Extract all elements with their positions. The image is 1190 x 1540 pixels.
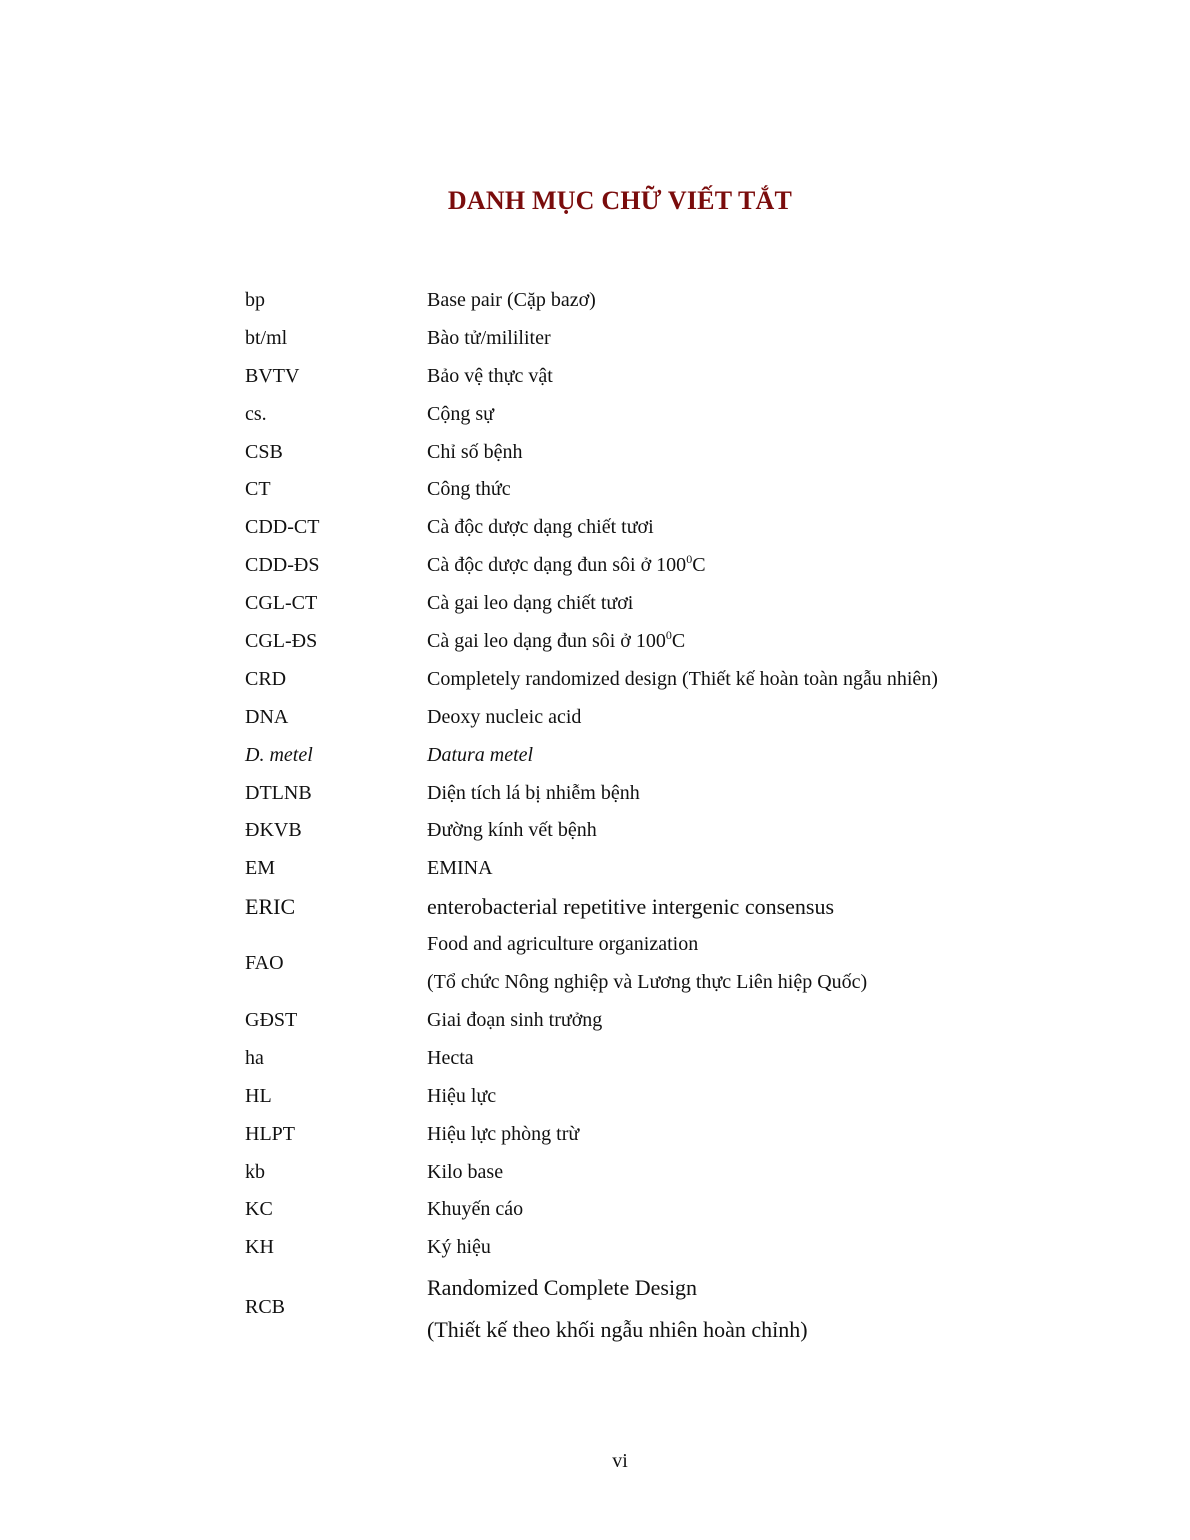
abbreviation-row [245, 1040, 1105, 1078]
abbreviation-row [245, 1116, 1105, 1154]
abbreviation-meaning: Đường kính vết bệnh [427, 819, 597, 842]
abbreviation-row [245, 320, 1105, 358]
abbreviation-row [245, 1154, 1105, 1192]
meaning-line: Randomized Complete Design [427, 1275, 698, 1301]
abbreviation: cs. [245, 402, 267, 425]
abbreviation-meaning: Bào tử/mililiter [427, 326, 551, 349]
abbreviation-meaning: Datura metel [427, 743, 534, 766]
abbreviation-meaning: Cộng sự [427, 402, 494, 425]
abbreviation-meaning [427, 1267, 808, 1351]
abbreviation: RCB [245, 1296, 286, 1319]
abbreviation-row [245, 1229, 1105, 1267]
abbreviation-row [245, 661, 1105, 699]
abbreviation-meaning: Diện tích lá bị nhiễm bệnh [427, 781, 640, 804]
abbreviation-row [245, 812, 1105, 850]
abbreviation: HLPT [245, 1122, 295, 1145]
abbreviation-row [245, 585, 1105, 623]
abbreviation: HL [245, 1084, 272, 1107]
abbreviation-meaning: Hiệu lực [427, 1084, 497, 1107]
abbreviation: CDD-CT [245, 516, 320, 539]
abbreviation: CGL-CT [245, 592, 318, 615]
abbreviation-meaning: Giai đoạn sinh trưởng [427, 1008, 603, 1031]
page-title: DANH MỤC CHỮ VIẾT TẮT [447, 186, 793, 215]
abbreviation-meaning: Kilo base [427, 1160, 504, 1183]
abbreviation: DNA [245, 705, 289, 728]
degree-superscript: 0 [686, 552, 693, 567]
meaning-line: (Thiết kế theo khối ngẫu nhiên hoàn chỉnh) [427, 1317, 808, 1343]
abbreviation-meaning [427, 623, 685, 663]
abbreviation-row [245, 775, 1105, 813]
abbreviation-meaning: Deoxy nucleic acid [427, 705, 582, 728]
abbreviation-row [245, 434, 1105, 472]
abbreviation: FAO [245, 952, 284, 975]
abbreviation-row [245, 358, 1105, 396]
abbreviation: KH [245, 1236, 274, 1259]
meaning-line: (Tổ chức Nông nghiệp và Lương thực Liên hiệp Quốc) [427, 971, 868, 994]
abbreviation-row [245, 471, 1105, 509]
abbreviation-row [245, 509, 1105, 547]
abbreviation-row [245, 282, 1105, 320]
abbreviation-meaning: enterobacterial repetitive intergenic consensus [427, 894, 835, 920]
abbreviation-meaning: Base pair (Cặp bazơ) [427, 289, 596, 311]
abbreviation-meaning [427, 926, 867, 1002]
abbreviation-row [245, 623, 1105, 661]
abbreviation-row [245, 1078, 1105, 1116]
abbreviation-meaning: EMINA [427, 857, 493, 880]
abbreviation: ĐKVB [245, 819, 302, 842]
abbreviation: GĐST [245, 1008, 298, 1031]
abbreviation: BVTV [245, 364, 300, 387]
abbreviation: CSB [245, 440, 283, 463]
abbreviation: DTLNB [245, 781, 312, 804]
abbreviation-row [245, 1191, 1105, 1229]
meaning-text: Cà độc dược dạng đun sôi ở 100 [427, 554, 687, 577]
abbreviation-row [245, 850, 1105, 888]
meaning-line: Food and agriculture organization [427, 933, 699, 956]
abbreviation: kb [245, 1160, 265, 1183]
abbreviation-meaning: Ký hiệu [427, 1236, 491, 1259]
abbreviation: ERIC [245, 894, 296, 920]
abbreviation: CDD-ĐS [245, 554, 320, 577]
meaning-unit: C [671, 630, 686, 653]
abbreviation-meaning [427, 547, 706, 587]
abbreviation-meaning: Bảo vệ thực vật [427, 364, 553, 387]
abbreviation: ha [245, 1046, 264, 1069]
abbreviation-meaning: Khuyến cáo [427, 1198, 524, 1221]
abbreviation-row [245, 926, 1105, 1002]
abbreviation: CGL-ĐS [245, 630, 318, 653]
abbreviation-meaning: Cà độc dược dạng chiết tươi [427, 516, 654, 539]
abbreviation-row [245, 699, 1105, 737]
abbreviation: CT [245, 478, 271, 501]
abbreviation: D. metel [245, 743, 313, 766]
abbreviation-meaning: Completely randomized design (Thiết kế hoàn toàn ngẫu nhiên) [427, 667, 938, 690]
abbreviation-row [245, 547, 1105, 585]
abbreviation-row [245, 396, 1105, 434]
abbreviation-meaning: Cà gai leo dạng chiết tươi [427, 592, 634, 615]
meaning-text: Cà gai leo dạng đun sôi ở 100 [427, 630, 666, 653]
abbreviation-meaning: Hiệu lực phòng trừ [427, 1122, 580, 1145]
abbreviation-meaning: Hecta [427, 1046, 474, 1069]
page-number: vi [612, 1450, 628, 1472]
abbreviation-meaning: Công thức [427, 478, 511, 501]
abbreviation: EM [245, 857, 275, 880]
abbreviation-row [245, 1002, 1105, 1040]
abbreviation: bt/ml [245, 326, 288, 349]
abbreviation-row [245, 737, 1105, 775]
abbreviation: CRD [245, 667, 287, 690]
abbreviation-meaning: Chỉ số bệnh [427, 440, 523, 463]
degree-superscript: 0 [665, 628, 672, 643]
abbreviation: KC [245, 1198, 273, 1221]
abbreviation-row [245, 888, 1105, 926]
abbreviation-list [245, 282, 1105, 1351]
abbreviation: bp [245, 289, 265, 311]
abbreviation-row [245, 1267, 1105, 1351]
meaning-unit: C [692, 554, 706, 577]
